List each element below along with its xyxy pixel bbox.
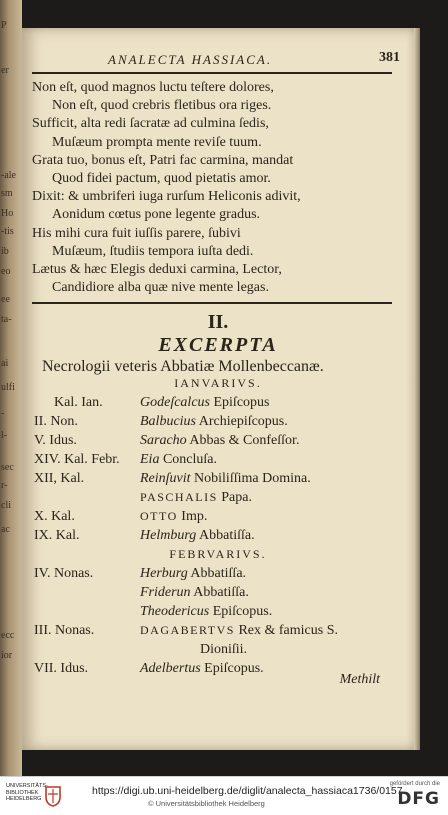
entry-text	[140, 604, 272, 620]
entry-text	[140, 471, 311, 487]
poem-line: Lætus & hæc Elegis deduxi carmina, Lector,	[32, 262, 282, 277]
entry-title: Imp.	[177, 509, 208, 524]
crest-icon	[44, 785, 62, 807]
entry-name-smallcaps: PASCHALIS	[140, 490, 218, 504]
month-heading: FEBRVARIVS.	[169, 547, 267, 561]
entry-title: Concluſa.	[159, 452, 217, 467]
permalink-url[interactable]: https://digi.ub.uni-heidelberg.de/diglit/analecta_hassiaca1736/0157	[92, 785, 403, 797]
viewer-footer	[0, 776, 448, 815]
poem-line: Non eſt, quod magnos luctu teſtere dolores,	[32, 80, 274, 95]
left-page-fragment: r-	[1, 480, 8, 491]
left-page-fragment: P	[1, 20, 7, 31]
university-logo[interactable]: UNIVERSITÄTS-BIBLIOTHEK HEIDELBERG	[6, 783, 48, 802]
left-page-fragment: ior	[1, 650, 13, 661]
entry-name: Friderun	[140, 585, 191, 600]
entry-name-smallcaps: DAGABERTVS	[140, 623, 235, 637]
left-page-fragment: ecc	[1, 630, 15, 641]
necrology-entry	[22, 623, 414, 641]
entry-date: Kal. Ian.	[54, 395, 103, 410]
left-page-fragment: -	[1, 408, 5, 419]
left-page-fragment: ee	[1, 294, 10, 305]
entry-title: Epiſcopus.	[209, 604, 273, 619]
left-page-fragment: eo	[1, 266, 11, 277]
left-page-fragment: cli	[1, 500, 11, 511]
entry-name: Balbucius	[140, 414, 196, 429]
necrology-entry	[22, 604, 414, 622]
left-page-fragment: -tis	[1, 226, 14, 237]
section-title: EXCERPTA	[158, 334, 278, 356]
entry-name: Reinſuvit	[140, 471, 191, 486]
left-page-fragment: ta-	[1, 314, 12, 325]
left-page-fragment: ai	[1, 358, 9, 369]
necrology-entry	[22, 585, 414, 603]
poem-line: Non eſt, quod crebris fletibus ora riges.	[52, 98, 272, 114]
page-fore-edge	[414, 28, 420, 750]
page-number: 381	[379, 50, 400, 65]
catchword: Methilt	[339, 672, 380, 687]
section-rule	[32, 302, 392, 304]
necrology-entry	[22, 414, 414, 432]
entry-date: II. Non.	[34, 414, 78, 429]
running-head: ANALECTA HASSIACA.	[108, 52, 273, 67]
necrology-entry	[22, 452, 414, 470]
entry-date: IV. Nonas.	[34, 566, 94, 581]
necrology-entry	[22, 490, 414, 508]
entry-title: Nobiliſſima Domina.	[190, 471, 311, 486]
poem-line: Dixit: & umbriferi iuga rurſum Heliconis adivit,	[32, 189, 301, 205]
entry-name: Adelbertus	[140, 661, 201, 676]
entry-date: V. Idus.	[34, 433, 77, 448]
entry-text	[140, 509, 207, 525]
copyright-note: © Universitätsbibliothek Heidelberg	[148, 799, 265, 808]
entry-title: Abbatiſſa.	[190, 585, 249, 600]
left-page-fragment: sm	[1, 188, 13, 199]
entry-date: XII, Kal.	[34, 471, 85, 486]
entry-name: Eia	[140, 452, 160, 467]
entry-title: Abbatiſſa.	[196, 528, 255, 543]
entry-text	[140, 661, 264, 677]
left-page-fragment: ib	[1, 246, 9, 257]
entry-text	[140, 452, 217, 468]
funded-by-label: gefördert durch die	[389, 781, 440, 787]
necrology-entry	[22, 566, 414, 584]
entry-name: Saracho	[140, 433, 187, 448]
poem-line: Quod fidei pactum, quod pietatis amor.	[52, 171, 271, 186]
entry-name: Godeſcalcus	[140, 395, 210, 410]
entry-text	[140, 528, 255, 544]
poem-line: Candidiore alba quæ nive mente legas.	[52, 280, 269, 296]
necrology-entry	[22, 528, 414, 546]
dfg-logo[interactable]: DFG	[397, 789, 440, 809]
page-header	[22, 50, 414, 70]
entry-text	[140, 414, 288, 430]
left-page-fragment: ulfi	[1, 382, 15, 393]
entry-title: Abbas & Confeſſor.	[186, 433, 300, 448]
entry-title: Abbatiſſa.	[187, 566, 247, 581]
entry-text	[140, 395, 269, 411]
book-page	[22, 28, 414, 750]
poem-line: Aonidum cœtus pone legente gradus.	[52, 207, 261, 223]
poem-line: Muſæum, ſtudiis tempora iuſta dedi.	[52, 243, 254, 259]
section-subtitle: Necrologii veteris Abbatiæ Mollenbeccanæ.	[42, 358, 324, 375]
entry-title: Papa.	[217, 490, 252, 505]
entry-text	[140, 490, 252, 506]
left-page-fragment: -ale	[1, 170, 16, 181]
entry-name: Helmburg	[140, 528, 197, 543]
entry-text	[140, 623, 338, 639]
left-page-fragment: ac	[1, 524, 10, 535]
entry-name-smallcaps: OTTO	[140, 509, 178, 523]
left-page-fragment: sec	[1, 462, 14, 473]
entry-name: Herburg	[140, 566, 188, 581]
entry-continuation: Dioniſii.	[200, 642, 248, 657]
entry-title: Epiſcopus	[209, 395, 270, 410]
entry-date: III. Nonas.	[34, 623, 95, 638]
necrology-entry	[22, 433, 414, 451]
left-page-fragment: er	[1, 65, 9, 76]
entry-date: IX. Kal.	[34, 528, 80, 543]
poem-line: His mihi cura fuit iuſſis parere, ſubivi	[32, 225, 241, 241]
left-page-edge	[0, 0, 22, 776]
entry-date: X. Kal.	[34, 509, 75, 524]
necrology-entry	[22, 509, 414, 527]
poem-line: Muſæum prompta mente reviſe tuum.	[52, 134, 262, 150]
entry-text	[140, 566, 246, 582]
left-page-fragment: l-	[1, 430, 8, 441]
entry-text	[140, 585, 249, 601]
header-rule	[32, 72, 392, 74]
section-number: II.	[207, 311, 229, 333]
necrology-entry	[22, 395, 414, 413]
necrology-entry	[22, 471, 414, 489]
poem-line: Grata tuo, bonus eſt, Patri fac carmina, mandat	[32, 152, 294, 168]
entry-date: XIV. Kal. Febr.	[34, 452, 120, 467]
entry-title: Epiſcopus.	[200, 661, 264, 676]
left-page-fragment: Ho	[1, 208, 14, 219]
entry-title: Archiepiſcopus.	[196, 414, 288, 429]
entry-text	[140, 433, 299, 449]
entry-title: Rex & famicus S.	[234, 623, 338, 638]
month-heading: IANVARIVS.	[174, 376, 262, 390]
entry-date: VII. Idus.	[34, 661, 89, 676]
entry-name: Theodericus	[140, 604, 210, 619]
poem-line: Sufficit, alta redi ſacratæ ad culmina ſedis,	[32, 116, 269, 132]
